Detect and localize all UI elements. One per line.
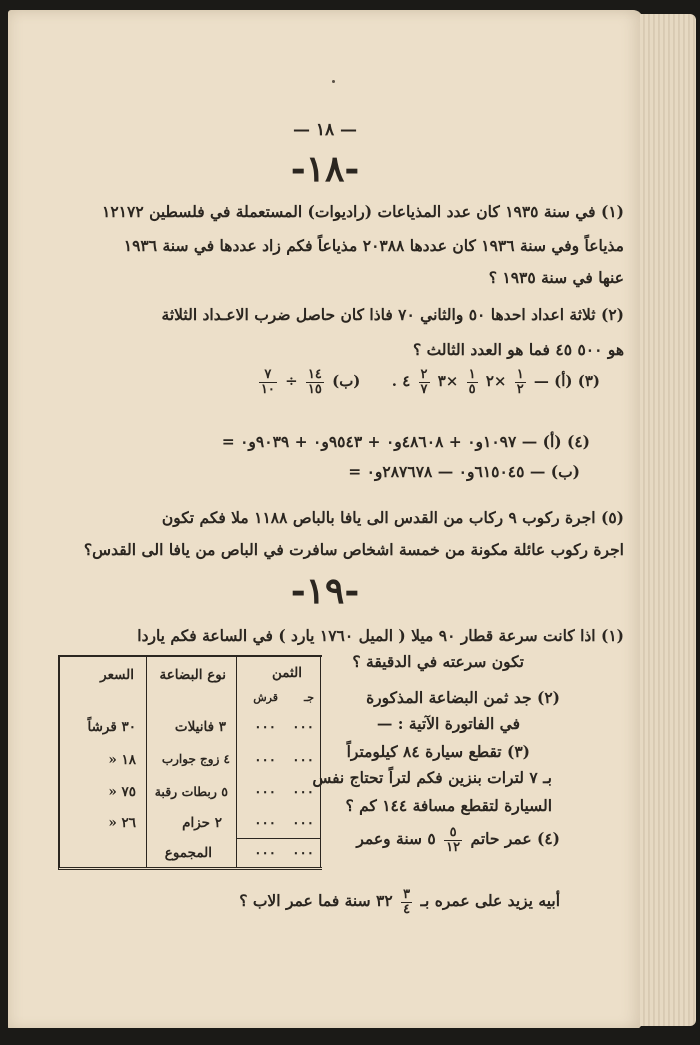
row1-goods: ٣ فانيلات [174,719,226,735]
row4-goods: ٢ حزام [182,815,222,831]
q19-1-line2: تكون سرعته في الدقيقة ؟ [352,652,524,671]
q19-4-line1 [356,826,560,854]
q18-5-line2: اجرة ركوب عائلة مكونة من خمسة اشخاص سافرت في الباص من يافا الى القدس؟ [83,540,624,559]
fraction-half: $\frac{١}{٢}$ [516,367,524,397]
total-rule [236,838,320,839]
header-pound: جـ [303,691,314,704]
ink-dot [332,80,335,83]
divide-sign: ÷ [285,372,298,391]
total-pound: ٠٠٠ [292,845,314,861]
mult-four: ٤ . [391,372,411,391]
section-19-heading: -١٩- [290,570,360,612]
q3-b-label: (ب) [332,372,361,391]
fraction-fourteen-fifteenths: $\frac{١٤}{١٥}$ [307,367,322,397]
q18-4-line2: (ب) — ٦١٥٠٤٥و٠ — ٢٨٧٦٧٨و٠ = [348,462,580,481]
row2-pound: ٠٠٠ [292,752,314,768]
fraction-seven-tenths: $\frac{٧}{١٠}$ [260,367,275,397]
q18-5-line1: (٥) اجرة ركوب ٩ ركاب من القدس الى يافا بالباص ١١٨٨ ملا فكم تكون [161,508,624,527]
row3-piaster: ٠٠٠ [254,784,276,800]
q19-4-line2 [239,888,560,916]
q19-4-prefix: (٤) عمر حاتم [470,829,560,849]
q19-3-line1: (٣) تقطع سيارة ٨٤ كيلومتراً [346,742,530,761]
row2-piaster: ٠٠٠ [254,752,276,768]
header-goods: نوع البضاعة [159,667,226,683]
q19-4-suffix: ٥ سنة وعمر [356,829,436,849]
invoice-table [58,655,322,870]
row2-goods: ٤ زوج جوارب [161,752,230,766]
fraction-three-quarters: $\frac{٣}{٤}$ [403,887,411,917]
fraction-fifth: $\frac{١}{٥}$ [468,367,476,397]
q19-3-line2: بـ ٧ لترات بنزين فكم لتراً تحتاج نفس [312,768,552,787]
row3-pound: ٠٠٠ [292,784,314,800]
row3-goods: ٥ ربطات رقبة [154,784,228,799]
header-piaster: قرش [253,691,278,704]
q19-2-line1: (٢) جد ثمن البضاعة المذكورة [366,688,560,707]
header-rate: السعر [100,667,134,683]
row2-rate: ١٨ « [108,752,136,768]
q18-2-line1: (٢) ثلاثة اعداد احدها ٥٠ والثاني ٧٠ فاذا كان حاصل ضرب الاعـداد الثلاثة [161,305,624,324]
row1-rate: ٣٠ قرشاً [87,719,136,735]
q19-4-line2-suffix: ٣٢ سنة فما عمر الاب ؟ [239,891,393,911]
q18-1-line1: (١) في سنة ١٩٣٥ كان عدد المذياعات (راديوات) المستعملة في فلسطين ١٢١٧٢ [102,202,624,221]
row1-piaster: ٠٠٠ [254,719,276,735]
q18-4-line1: (٤) (أ) — ١٠٩٧و٠ + ٤٨٦٠٨و٠ + ٩٥٤٣و٠ + ٩٠٣٩و٠ = [221,432,590,451]
header-price: الثمن [271,665,302,681]
q18-1-line3: عنها في سنة ١٩٣٥ ؟ [488,268,624,287]
q19-4-line2-prefix: أبيه يزيد على عمره بـ [420,891,560,911]
mult-three: ×٣ [437,372,459,391]
mult-two: ×٢ [485,372,507,391]
row4-piaster: ٠٠٠ [254,815,276,831]
fraction-five-twelfths: $\frac{٥}{١٢}$ [446,825,461,855]
q19-2-line2: في الفاتورة الآتية : — [376,714,520,733]
total-piaster: ٠٠٠ [254,845,276,861]
q18-1-line2: مذياعاً وفي سنة ١٩٣٦ كان عددها ٢٠٣٨٨ مذياعاً فكم زاد عددها في سنة ١٩٣٦ [123,236,624,255]
running-page-number: — ١٨ — [292,120,358,140]
row1-pound: ٠٠٠ [292,719,314,735]
section-18-heading: -١٨- [290,148,360,190]
fraction-two-sevenths: $\frac{٢}{٧}$ [420,367,428,397]
background-bar [0,1028,700,1045]
row4-pound: ٠٠٠ [292,815,314,831]
q19-3-line3: السيارة لتقطع مسافة ١٤٤ كم ؟ [345,796,552,815]
q18-2-line2: هو ٥٠٠ ٤٥ فما هو العدد الثالث ؟ [412,340,624,359]
row4-rate: ٢٦ « [108,815,136,831]
q3-label: (٣) (أ) — [533,372,600,391]
total-label: المجموع [164,845,212,861]
q19-1-line1: (١) اذا كانت سرعة قطار ٩٠ ميلا ( الميل ١٧٦٠ يارد ) في الساعة فكم ياردا [137,626,624,645]
row3-rate: ٧٥ « [108,784,136,800]
q18-3-expression [256,368,600,396]
